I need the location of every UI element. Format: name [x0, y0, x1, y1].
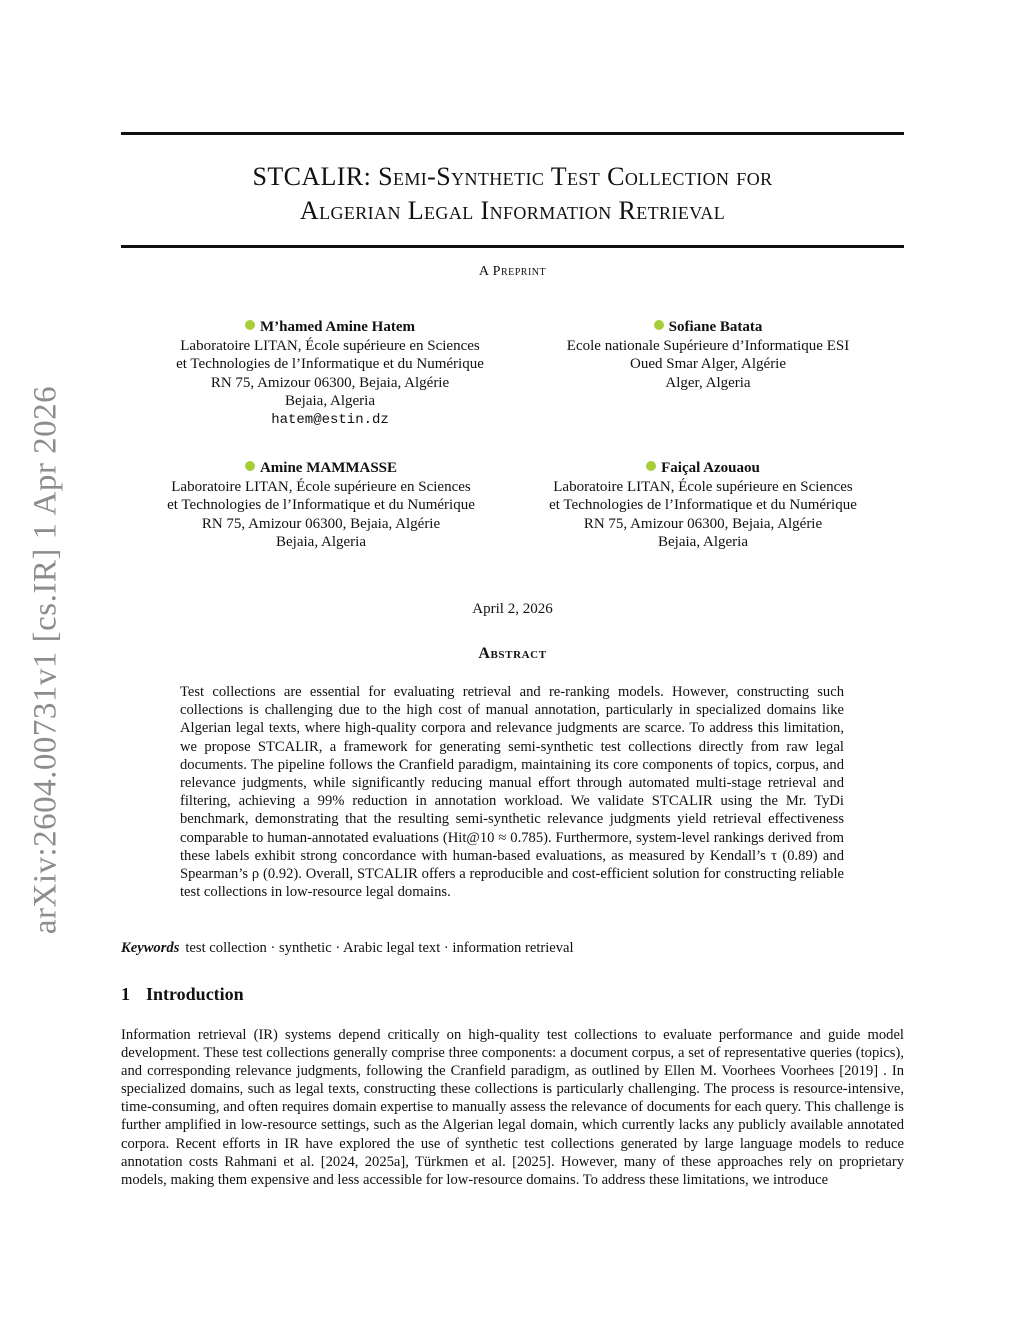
author-name: Amine MAMMASSE: [259, 460, 398, 476]
author-affiliation-line: Bejaia, Algeria: [658, 534, 748, 550]
keywords-text: test collection · synthetic · Arabic legal text · information retrieval: [185, 940, 574, 956]
author-affiliation-line: Laboratoire LITAN, École supérieure en Sciences: [171, 478, 471, 495]
section-title: Introduction: [146, 984, 244, 1004]
title-bottom-rule: [121, 245, 904, 248]
author-name: Faiçal Azouaou: [661, 460, 760, 476]
paper-title: [121, 160, 904, 228]
section-heading-introduction: [121, 984, 244, 1005]
author-email[interactable]: hatem@estin.dz: [271, 411, 389, 428]
author-name: Sofiane Batata: [668, 319, 763, 335]
author-affiliation-line: Ecole nationale Supérieure d’Informatique ESI: [566, 337, 850, 354]
title-line-2: Algerian Legal Information Retrieval: [299, 196, 726, 225]
title-top-rule: [121, 132, 904, 135]
abstract-text: Test collections are essential for evaluating retrieval and re-ranking models. However, constructing such collections is challenging due to the high cost of manual annotation, particularly in specialized domains like Algerian legal texts, where high-quality corpora and relevance judgments are scarce. To address this limitation, we propose STCALIR, a framework for generating semi-synthetic test collections directly from raw legal documents. The pipeline follows the Cranfield paradigm, maintaining its core components of topics, corpus, and relevance judgments, while significantly reducing manual effort through automated multi-stage retrieval and filtering, achieving a 99% reduction in annotation workload. We validate STCALIR using the Mr. TyDi benchmark, demonstrating that the resulting semi-synthetic relevance judgments yield retrieval effectiveness comparable to human-annotated evaluations (Hit@10 ≈ 0.785). Furthermore, system-level rankings derived from these labels exhibit strong concordance with human-based evaluations, as measured by Kendall’s τ (0.89) and Spearman’s ρ (0.92). Overall, STCALIR offers a reproducible and cost-efficient solution for constructing reliable test collections in low-resource legal domains.: [180, 684, 844, 901]
author-affiliation-line: RN 75, Amizour 06300, Bejaia, Algérie: [201, 515, 441, 532]
author-block-azouaou: [513, 459, 893, 552]
orcid-icon[interactable]: [245, 320, 255, 330]
author-affiliation-line: Bejaia, Algeria: [285, 393, 375, 409]
author-affiliation-line: Bejaia, Algeria: [276, 534, 366, 550]
author-block-batata: [518, 318, 898, 392]
introduction-paragraph: Information retrieval (IR) systems depend critically on high-quality test collections to evaluate performance and guide model development. These test collections generally comprise three components: a document corpus, a set of representative queries (topics), and corresponding relevance judgments, following the Cranfield paradigm, as outlined by Ellen M. Voorhees Voorhees [2019] . In specialized domains, such as legal texts, constructing these collections is particularly challenging. The process is resource-intensive, time-consuming, and often requires domain expertise to manually assess the relevance of documents for each query. This challenge is further amplified in low-resource settings, such as the Algerian legal domain, which currently lacks any publicly available annotated corpora. Recent efforts in IR have explored the use of synthetic test collections generated by large language models to reduce annotation costs Rahmani et al. [2024, 2025a], Türkmen et al. [2025]. However, many of these approaches rely on proprietary models, making them expensive and less accessible for low-resource domains. To address these limitations, we introduce: [121, 1027, 904, 1188]
author-affiliation-line: et Technologies de l’Informatique et du Numérique: [176, 356, 484, 372]
author-affiliation-line: RN 75, Amizour 06300, Bejaia, Algérie: [583, 515, 823, 532]
author-block-hatem: [140, 318, 520, 429]
author-name: M’hamed Amine Hatem: [260, 319, 415, 335]
author-affiliation-line: RN 75, Amizour 06300, Bejaia, Algérie: [210, 374, 450, 391]
author-affiliation-line: Oued Smar Alger, Algérie: [629, 356, 787, 372]
author-block-mammasse: [131, 459, 511, 552]
orcid-icon[interactable]: [654, 320, 664, 330]
publication-date: April 2, 2026: [472, 601, 553, 617]
keywords-line: [121, 940, 574, 957]
orcid-icon[interactable]: [646, 461, 656, 471]
author-affiliation-line: et Technologies de l’Informatique et du Numérique: [549, 497, 857, 513]
section-number: 1: [121, 984, 130, 1004]
keywords-label: Keywords: [121, 940, 180, 956]
abstract-heading: Abstract: [478, 645, 547, 662]
orcid-icon[interactable]: [245, 461, 255, 471]
arxiv-identifier-stamp: arXiv:2604.00731v1 [cs.IR] 1 Apr 2026: [27, 385, 64, 935]
author-affiliation-line: Alger, Algeria: [665, 374, 751, 391]
preprint-label: A Preprint: [478, 264, 547, 279]
author-affiliation-line: et Technologies de l’Informatique et du Numérique: [167, 497, 475, 513]
author-affiliation-line: Laboratoire LITAN, École supérieure en Sciences: [553, 478, 853, 495]
author-affiliation-line: Laboratoire LITAN, École supérieure en Sciences: [180, 337, 480, 354]
title-line-1: STCALIR: Semi-Synthetic Test Collection for: [252, 162, 773, 191]
